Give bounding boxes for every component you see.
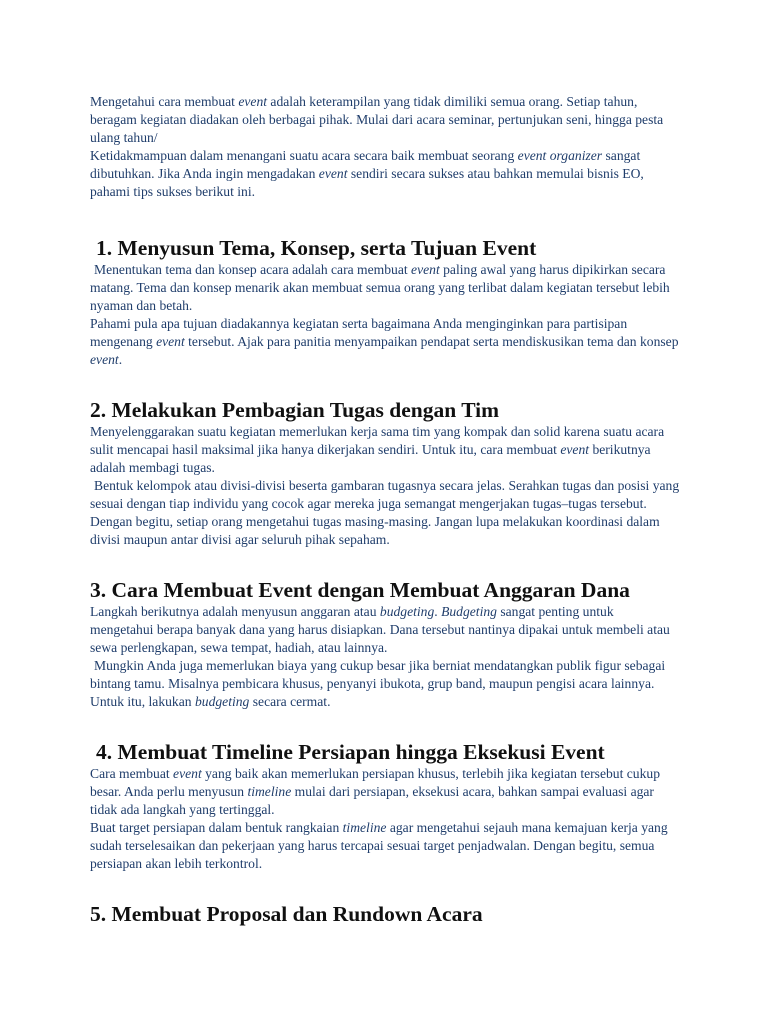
italic-term: event bbox=[156, 334, 185, 349]
intro-paragraph bbox=[90, 147, 680, 201]
section-paragraph bbox=[90, 423, 680, 477]
text-run: Menyelenggarakan suatu kegiatan memerlukan kerja sama tim yang kompak dan solid karena suatu acara sulit mencapai hasil maksimal jika hanya dikerjakan sendiri. Untuk itu, cara membuat bbox=[90, 424, 665, 457]
text-run: sangat dibutuhkan. Jika Anda ingin mengadakan bbox=[90, 148, 641, 181]
text-run: paling awal yang harus dipikirkan secara matang. Tema dan konsep menarik akan membuat semua orang yang terlibat dalam kegiatan tersebut lebih nyaman dan betah. bbox=[90, 262, 670, 313]
text-run: . bbox=[118, 352, 123, 367]
section-heading: 5. Membuat Proposal dan Rundown Acara bbox=[90, 902, 483, 926]
section-heading: 1. Menyusun Tema, Konsep, serta Tujuan Event bbox=[96, 236, 537, 260]
text-run: Mengetahui cara membuat bbox=[90, 94, 239, 109]
section-5 bbox=[90, 901, 678, 927]
section-1 bbox=[90, 235, 678, 369]
italic-term: timeline bbox=[247, 784, 292, 799]
text-run: Buat target persiapan dalam bentuk rangkaian bbox=[90, 820, 343, 835]
section-2 bbox=[90, 397, 678, 549]
text-run: adalah keterampilan yang tidak dimiliki semua orang. Setiap tahun, beragam kegiatan diadakan oleh berbagai pihak. Mulai dari acara seminar, pertunjukan seni, hingga pesta ulang tahun/ bbox=[90, 94, 664, 145]
italic-term: event bbox=[90, 352, 119, 367]
text-run: Bentuk kelompok atau divisi-divisi beserta gambaran tugasnya secara jelas. Serahkan tugas dan posisi yang sesuai dengan tiap individu yang cocok agar mereka juga semangat mengerjakan tugas–tugas tersebut. Dengan begitu, setiap orang mengetahui tugas masing-masing. Jangan lupa melakukan koordinasi dalam divisi maupun antar divisi agar seluruh pihak sepaham. bbox=[90, 478, 680, 547]
text-run: mulai dari persiapan, eksekusi acara, bahkan sampai evaluasi agar tidak ada langkah yang tertinggal. bbox=[90, 784, 654, 817]
section-paragraph bbox=[90, 765, 680, 819]
text-run: yang baik akan memerlukan persiapan khusus, terlebih jika kegiatan tersebut cukup besar. Anda perlu menyusun bbox=[90, 766, 660, 799]
section-3 bbox=[90, 577, 678, 711]
section-paragraph bbox=[90, 477, 680, 549]
text-run: . bbox=[434, 604, 442, 619]
italic-term: timeline bbox=[342, 820, 387, 835]
section-paragraph bbox=[90, 261, 680, 315]
italic-term: budgeting bbox=[194, 694, 250, 709]
intro-block bbox=[90, 93, 678, 201]
section-paragraph bbox=[90, 315, 680, 369]
italic-term: event bbox=[560, 442, 590, 457]
text-run: sendiri secara sukses atau bahkan memulai bisnis EO, pahami tips sukses berikut ini. bbox=[90, 166, 644, 199]
text-run: Langkah berikutnya adalah menyusun anggaran atau bbox=[90, 604, 380, 619]
section-4 bbox=[90, 739, 678, 873]
intro-paragraph bbox=[90, 93, 680, 147]
italic-term: Budgeting bbox=[441, 604, 497, 619]
italic-term: event bbox=[173, 766, 202, 781]
section-paragraph bbox=[90, 819, 680, 873]
text-run: Ketidakmampuan dalam menangani suatu acara secara baik membuat seorang bbox=[90, 148, 518, 163]
section-paragraph bbox=[90, 657, 680, 711]
italic-term: event bbox=[411, 262, 440, 277]
text-run: Menentukan tema dan konsep acara adalah cara membuat bbox=[94, 262, 412, 277]
italic-term: budgeting bbox=[379, 604, 435, 619]
section-heading: 2. Melakukan Pembagian Tugas dengan Tim bbox=[90, 398, 500, 422]
italic-term: event organizer bbox=[517, 148, 603, 163]
text-run: agar mengetahui sejauh mana kemajuan kerja yang sudah terselesaikan dan pekerjaan yang harus tercapai sesuai target penjadwalan. Dengan begitu, semua persiapan akan lebih terkontrol. bbox=[90, 820, 668, 871]
text-run: Cara membuat bbox=[90, 766, 174, 781]
text-run: Pahami pula apa tujuan diadakannya kegiatan serta bagaimana Anda menginginkan para partisipan mengenang bbox=[90, 316, 628, 349]
text-run: secara cermat. bbox=[249, 694, 331, 709]
text-run: Mungkin Anda juga memerlukan biaya yang cukup besar jika berniat mendatangkan publik figur sebagai bintang tamu. Misalnya pembicara khusus, penyanyi ibukota, grup band, maupun pengisi acara lainnya. Untuk itu, lakukan bbox=[90, 658, 666, 709]
text-run: berikutnya adalah membagi tugas. bbox=[90, 442, 651, 475]
text-run: tersebut. Ajak para panitia menyampaikan pendapat serta mendiskusikan tema dan konsep bbox=[184, 334, 679, 349]
italic-term: event bbox=[318, 166, 348, 181]
section-paragraph bbox=[90, 603, 680, 657]
section-heading: 4. Membuat Timeline Persiapan hingga Eksekusi Event bbox=[96, 740, 605, 764]
section-heading: 3. Cara Membuat Event dengan Membuat Anggaran Dana bbox=[90, 578, 630, 602]
italic-term: event bbox=[238, 94, 268, 109]
text-run: sangat penting untuk mengetahui berapa banyak dana yang harus disiapkan. Dana tersebut nantinya dipakai untuk membeli atau sewa perlengkapan, sewa tempat, hadiah, atau lainnya. bbox=[90, 604, 670, 655]
